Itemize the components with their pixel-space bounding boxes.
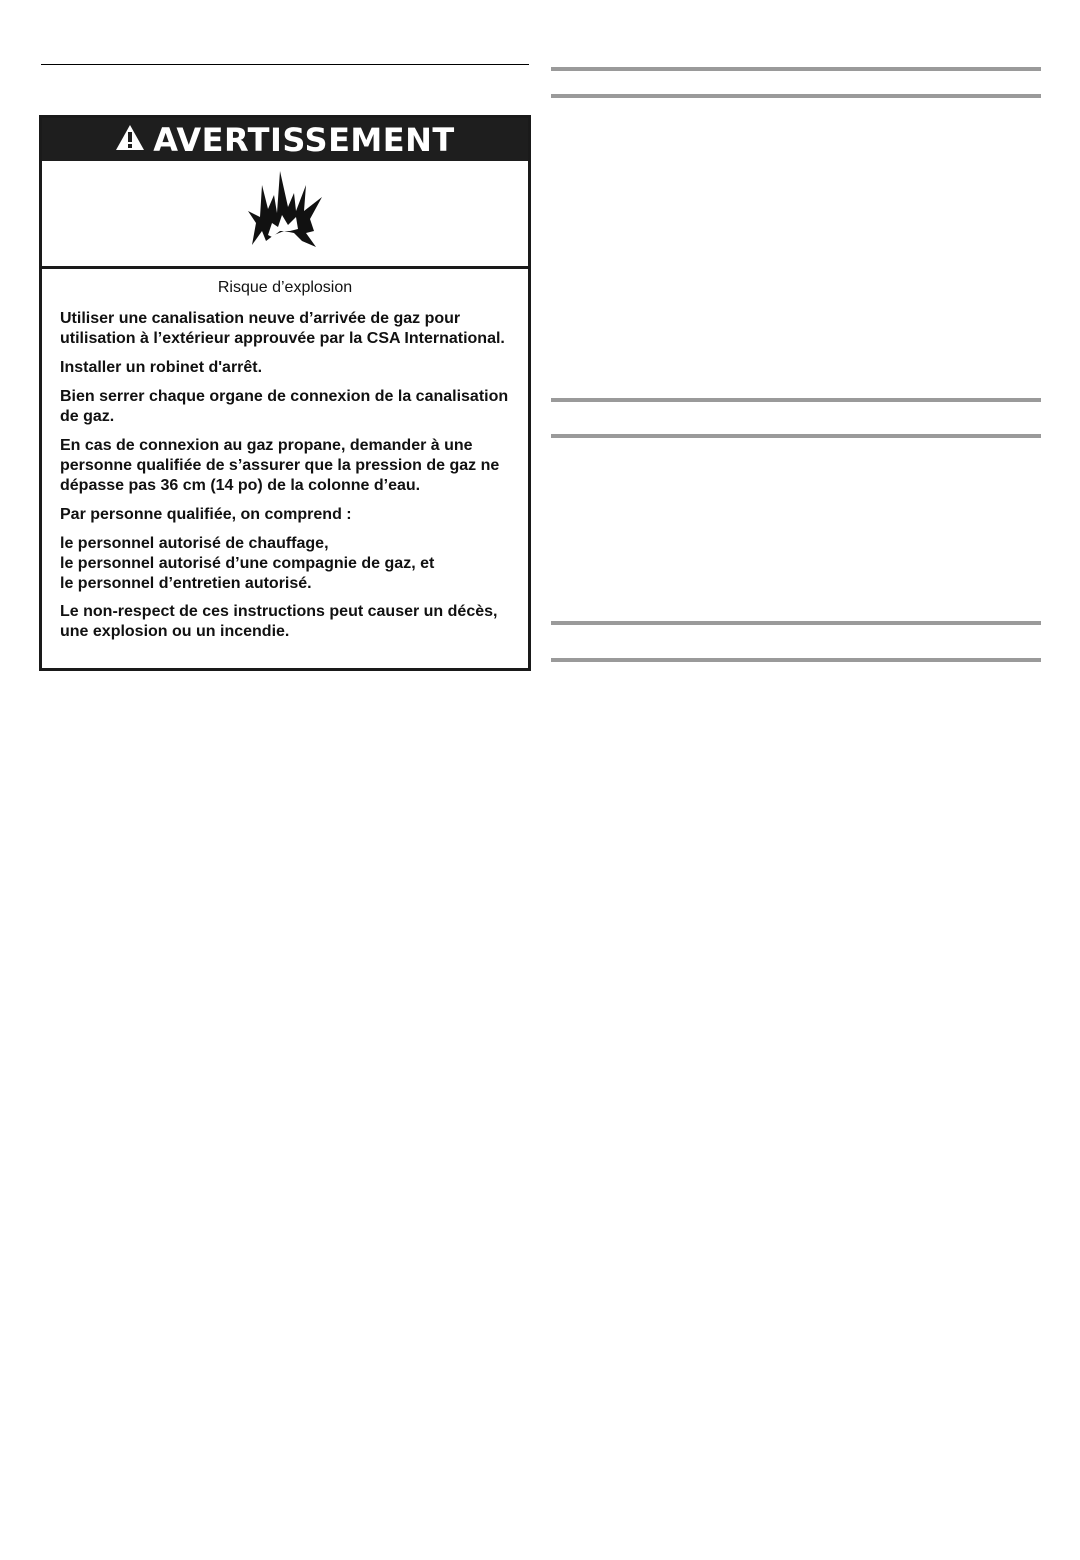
warning-paragraph: Utiliser une canalisation neuve d’arrivée de gaz pour utilisation à l’extérieur approuvée par la CSA International. <box>60 310 505 347</box>
warning-triangle-icon <box>115 124 145 156</box>
warning-box <box>39 115 531 671</box>
explosion-icon <box>244 171 326 256</box>
section-rule-1a <box>551 67 1041 71</box>
risk-title: Risque d’explosion <box>217 279 353 296</box>
qualified-list-item: le personnel autorisé de chauffage, <box>60 535 329 552</box>
warning-header <box>42 118 528 161</box>
warning-paragraph: Par personne qualifiée, on comprend : <box>60 506 352 523</box>
top-divider <box>41 64 529 65</box>
warning-paragraph: Installer un robinet d'arrêt. <box>60 359 263 376</box>
warning-paragraph: En cas de connexion au gaz propane, demander à une personne qualifiée de s’assurer que la pression de gaz ne dépasse pas 36 cm (14 po) de la colonne d’eau. <box>60 437 500 494</box>
section-rule-2b <box>551 434 1041 438</box>
section-rule-3a <box>551 621 1041 625</box>
hazard-symbol-panel <box>42 161 528 269</box>
warning-paragraph: Bien serrer chaque organe de connexion de la canalisation de gaz. <box>60 388 509 425</box>
qualified-list-item: le personnel d’entretien autorisé. <box>60 575 312 592</box>
section-rule-1b <box>551 94 1041 98</box>
warning-consequence: Le non-respect de ces instructions peut causer un décès, une explosion ou un incendie. <box>60 603 498 640</box>
section-rule-2a <box>551 398 1041 402</box>
section-rule-3b <box>551 658 1041 662</box>
warning-body <box>42 269 528 651</box>
qualified-list <box>60 534 510 594</box>
warning-title: AVERTISSEMENT <box>153 120 455 159</box>
qualified-list-item: le personnel autorisé d’une compagnie de gaz, et <box>60 555 435 572</box>
